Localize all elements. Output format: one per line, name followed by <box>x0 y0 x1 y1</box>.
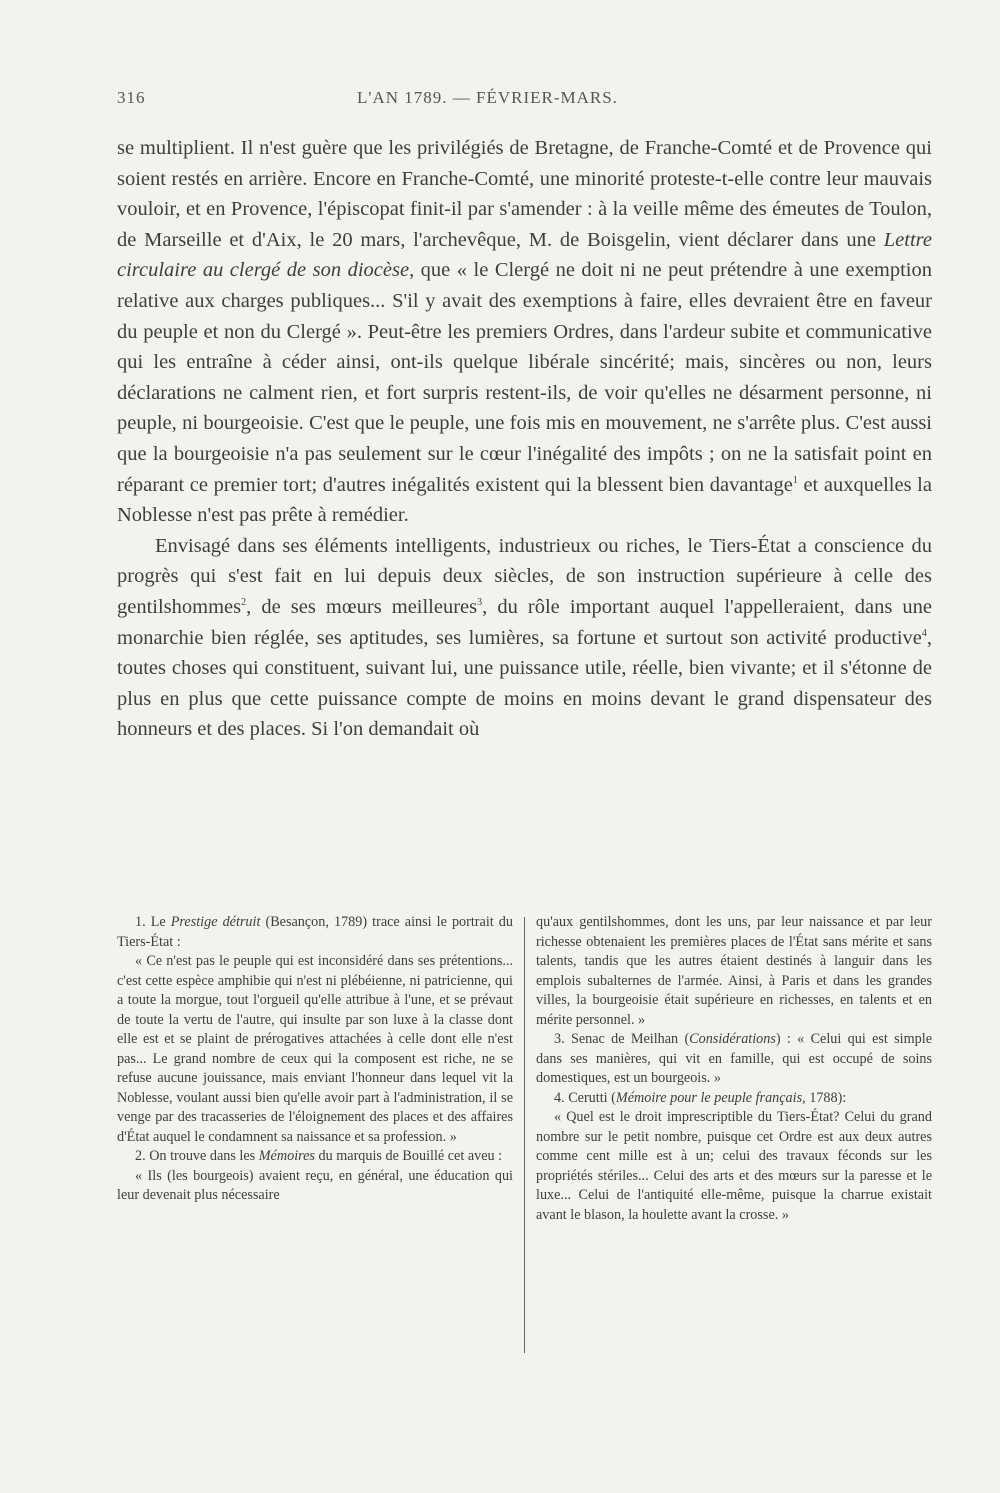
p1-text-b: , que « le Clergé ne doit ni ne peut prétendre à une exemption relative aux charges publiques... S'il y avait des exemptions à faire, elles devraient être en faveur du peuple et non du Clergé ». Peut-être les premiers Ordres, dans l'ardeur subite et communicative qui les entraîne à céder ainsi, ont-ils quelque libérale sincérité; mais, sincères ou non, leurs déclarations ne calment rien, et fort surpris restent-ils, de voir qu'elles ne désarment personne, ni peuple, ni bourgeoisie. C'est que le peuple, une fois mis en mouvement, ne s'arrête plus. C'est aussi que la bourgeoisie n'a pas seulement sur le cœur l'inégalité des impôts ; on ne la satisfait point en réparant ce premier tort; d'autres inégalités existent qui la blessent bien davantage <box>117 259 933 496</box>
footnotes-right-column <box>536 913 932 1225</box>
footnote-2-quote-start: « Ils (les bourgeois) avaient reçu, en général, une éducation qui leur devenait plus nécessaire <box>117 1167 513 1203</box>
fn3-b: ) : « Celui qui est simple dans ses manières, qui vit en famille, qui est occupé de soins domestiques, est un bourgeois. » <box>536 1031 932 1086</box>
running-header <box>117 88 932 118</box>
fn3-italic: Considérations <box>689 1031 776 1047</box>
footnote-1 <box>117 913 513 952</box>
column-divider <box>524 917 525 1353</box>
fn1-italic: Prestige détruit <box>170 914 261 930</box>
footnote-ref-1: 1 <box>792 474 798 486</box>
p2-text-d: , toutes choses qui constituent, suivant lui, une puissance utile, réelle, bien vivante; et il s'étonne de plus en plus que cette puissance compte de moins en moins devant le grand dispensateur des honneurs et des places. Si l'on demandait où <box>117 626 932 741</box>
fn2-a: 2. On trouve dans les <box>135 1148 259 1164</box>
fn1-b: (Besançon, 1789) trace ainsi le portrait du Tiers-État : <box>117 914 513 950</box>
footnote-ref-4: 4 <box>921 627 927 639</box>
footnote-4 <box>536 1089 932 1109</box>
p1-text-a: se multiplient. Il n'est guère que les privilégiés de Bretagne, de Franche-Comté et de Provence qui soient restés en arrière. Encore en Franche-Comté, une minorité proteste-t-elle contre leur mauvais vouloir, et en Provence, l'épiscopat finit-il par s'amender : à la veille même des émeutes de Toulon, de Marseille et d'Aix, le 20 mars, l'archevêque, M. de Boisgelin, vient déclarer dans une <box>117 137 932 251</box>
p1-italic-title: Lettre circulaire au clergé de son diocèse <box>117 228 932 282</box>
p1-text-c: et auxquelles la Noblesse n'est pas prête à remédier. <box>117 473 932 527</box>
fn2-b: du marquis de Bouillé cet aveu : <box>314 1148 503 1164</box>
footnote-2-quote-end: qu'aux gentilshommes, dont les uns, par leur naissance et par leur richesse obtenaient les premières places de l'État sans mérite et sans talents, tandis que les autres étaient destinés à languir dans les emplois subalternes de l'armée. Ainsi, à Paris et dans les grandes villes, la bourgeoisie était supérieure en richesses, en talents et en mérite personnel. » <box>536 914 932 1028</box>
footnote-4-quote: « Quel est le droit imprescriptible du Tiers-État? Celui du grand nombre sur le petit nombre, puisque cet Ordre est aux deux autres comme cent mille est à un; celui des travaux féconds sur les propriétés stériles... Celui des arts et des mœurs sur la paresse et le luxe... Celui de l'antiquité elle-même, puisque la charrue existait avant le blason, la houlette avant la crosse. » <box>536 1109 932 1223</box>
page-number: 316 <box>117 88 146 107</box>
paragraph-1 <box>117 133 932 531</box>
fn4-a: 4. Cerutti ( <box>554 1089 616 1106</box>
fn4-b: , 1788): <box>802 1089 847 1106</box>
footnote-1-quote: « Ce n'est pas le peuple qui est inconsidéré dans ses prétentions... c'est cette espèce amphibie qui n'est ni plébéienne, ni patricienne, qui a toute la morgue, tout l'orgueil qu'elle attribue à l'une, et se prévaut de toute la vertu de l'autre, qui insulte par son luxe à la classe dont elle est et se plaint de prérogatives attachées à celle dont elle n'est pas... Le grand nombre de ceux qui la composent est riche, ne se refuse aucune jouissance, mais enviant l'honneur dans lequel vit la Noblesse, voulant aussi bien qu'elle avoir part à l'administration, il se venge par des tracasseries de l'éloignement des places et des affaires d'État auquel le condamnent sa naissance et sa profession. » <box>117 953 513 1145</box>
fn2-italic: Mémoires <box>258 1148 315 1164</box>
footnote-ref-2: 2 <box>241 597 247 609</box>
p2-text-c: , du rôle important auquel l'appelleraient, dans une monarchie bien réglée, ses aptitudes, ses lumières, sa fortune et surtout son activité productive <box>117 595 933 649</box>
fn3-a: 3. Senac de Meilhan ( <box>554 1031 690 1047</box>
fn4-italic: Mémoire pour le peuple français <box>615 1089 803 1106</box>
running-title: L'AN 1789. — FÉVRIER-MARS. <box>357 88 618 107</box>
paragraph-2 <box>117 531 932 745</box>
main-text <box>117 133 932 745</box>
footnote-2 <box>117 1147 513 1167</box>
footnote-3 <box>536 1030 932 1089</box>
p2-text-a: Envisagé dans ses éléments intelligents, industrieux ou riches, le Tiers-État a conscience du progrès qui s'est fait en lui depuis deux siècles, de son instruction supérieure à celle des gentilshommes <box>117 534 932 618</box>
footnotes-left-column <box>117 913 513 1206</box>
footnotes <box>117 913 932 1373</box>
fn1-a: 1. Le <box>135 914 171 930</box>
footnote-ref-3: 3 <box>477 597 483 609</box>
p2-text-b: , de ses mœurs meilleures <box>246 595 478 618</box>
